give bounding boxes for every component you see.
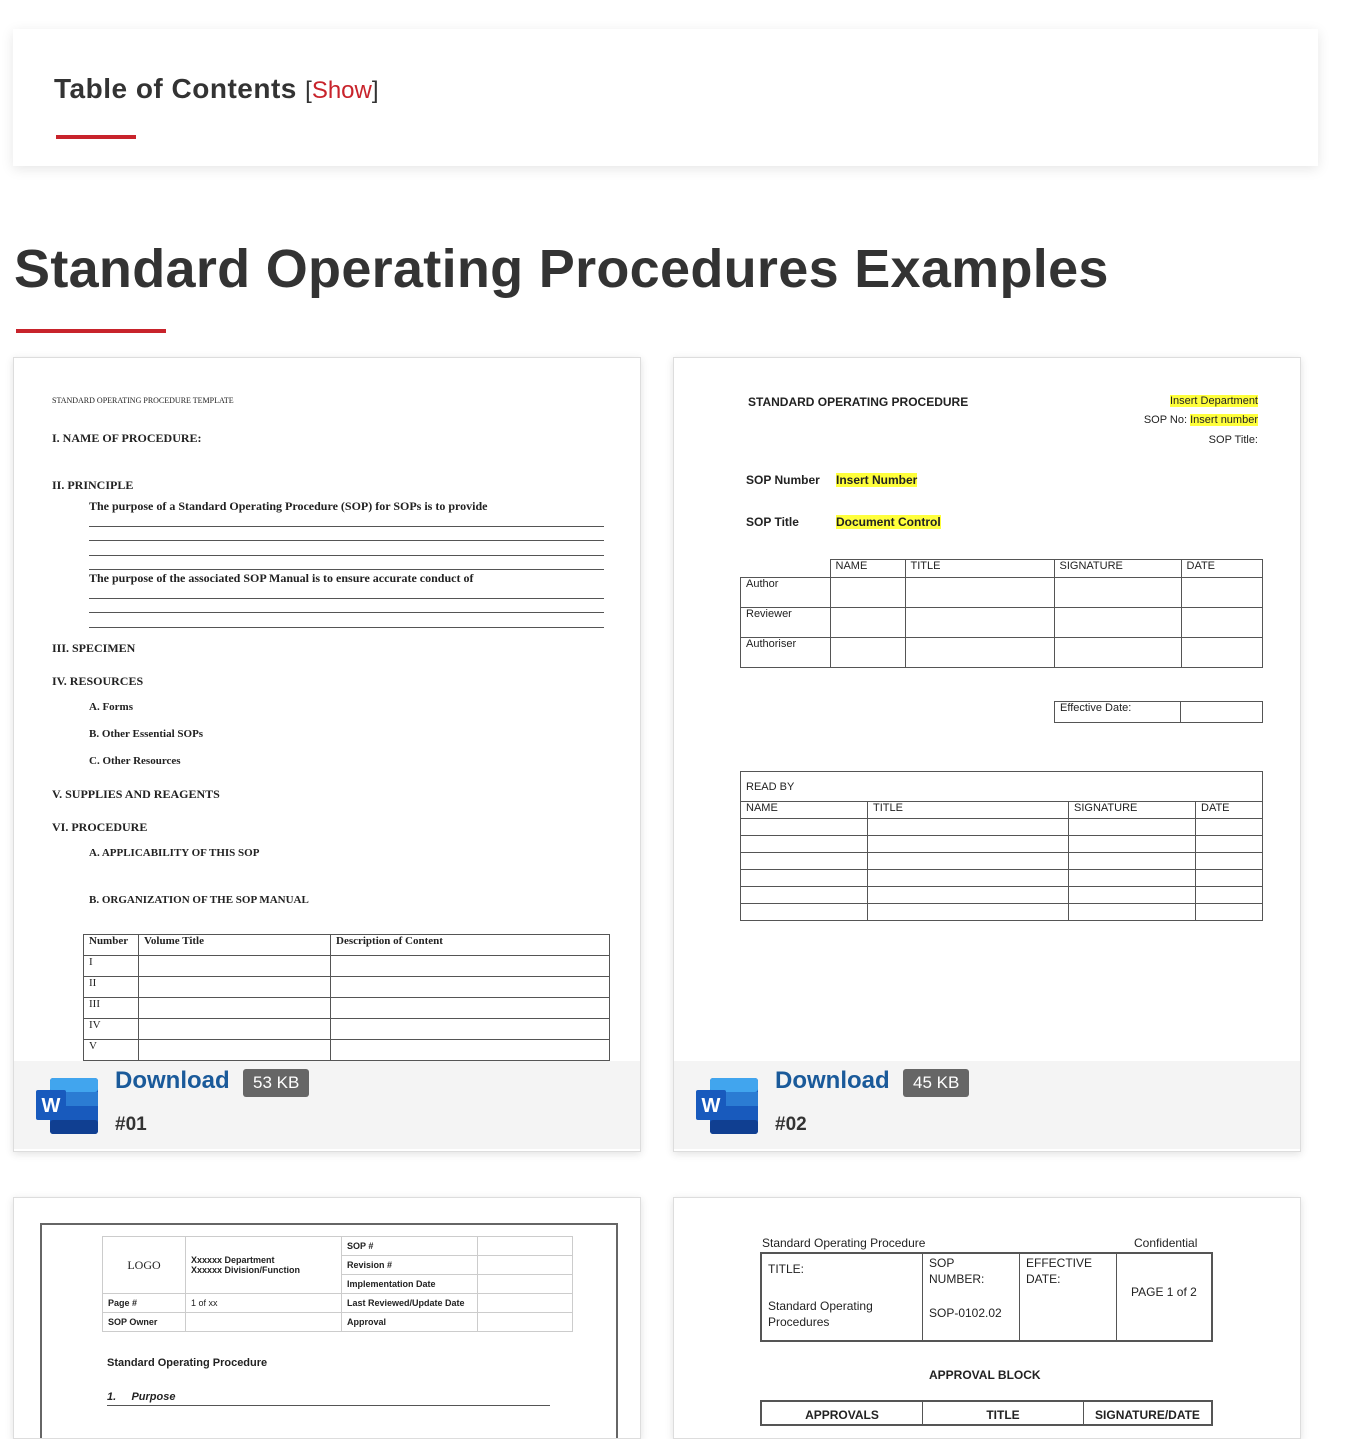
table-header-cell: Number	[84, 935, 139, 956]
sop-number-label: SOP NUMBER:	[929, 1256, 985, 1286]
table-header-cell: DATE	[1196, 802, 1263, 819]
doc-paragraph: The purpose of a Standard Operating Procedure (SOP) for SOPs is to provide	[89, 499, 488, 513]
table-cell: III	[84, 998, 139, 1019]
effective-date-table	[1054, 701, 1263, 723]
table-header-cell: APPROVALS	[761, 1401, 923, 1425]
table-cell: V	[84, 1040, 139, 1061]
doc-header: Standard Operating Procedure	[762, 1236, 926, 1250]
sop-number-value: SOP-0102.02	[929, 1306, 1002, 1320]
effective-date-label: Effective Date:	[1055, 702, 1181, 723]
doc-subitem: A. Forms	[89, 701, 133, 713]
doc-subitem: C. Other Resources	[89, 755, 181, 767]
download-bar	[14, 1061, 640, 1149]
document-preview-04[interactable]	[674, 1198, 1300, 1439]
page-title: Standard Operating Procedures Examples	[14, 239, 1109, 299]
page-value: 1 of xx	[186, 1294, 342, 1313]
toc-show-link[interactable]: Show	[311, 77, 372, 104]
document-preview-01[interactable]	[14, 358, 640, 1061]
template-card-04	[673, 1197, 1301, 1439]
file-size-badge: 53 KB	[243, 1069, 309, 1097]
title-block-table	[760, 1252, 1213, 1342]
table-row-label: Authoriser	[741, 638, 831, 668]
department-text: Xxxxxx Department	[191, 1255, 275, 1265]
signature-table	[740, 559, 1263, 668]
read-by-table	[740, 771, 1263, 921]
header-field: Approval	[342, 1313, 478, 1332]
doc-header: STANDARD OPERATING PROCEDURE TEMPLATE	[52, 396, 234, 405]
table-cell: I	[84, 956, 139, 977]
confidential-label: Confidential	[1134, 1236, 1198, 1250]
toc-title	[54, 73, 379, 105]
doc-section: IV. RESOURCES	[52, 674, 144, 688]
doc-section: I. NAME OF PROCEDURE:	[52, 431, 202, 445]
logo-placeholder: LOGO	[103, 1237, 186, 1294]
approval-block-heading: APPROVAL BLOCK	[929, 1368, 1041, 1382]
doc-subitem: A. APPLICABILITY OF THIS SOP	[89, 847, 260, 859]
template-number: #01	[115, 1114, 147, 1135]
sop-number-label: SOP Number	[746, 473, 820, 487]
table-header-cell: Description of Content	[331, 935, 610, 956]
table-header-cell: SIGNATURE	[1069, 802, 1196, 819]
sop-title-value: Document Control	[836, 515, 941, 529]
section-number: 1.	[107, 1391, 117, 1403]
word-doc-icon	[696, 1078, 758, 1134]
table-header-cell: Volume Title	[139, 935, 331, 956]
department-field: Insert Department	[1169, 395, 1258, 407]
toc-toggle	[305, 77, 378, 104]
toc-bracket-close: ]	[371, 77, 379, 104]
template-card-01	[13, 357, 641, 1152]
title-value: Standard Operating Procedures	[768, 1299, 873, 1329]
table-header-cell: DATE	[1181, 560, 1263, 578]
word-doc-icon	[36, 1078, 98, 1134]
table-row-label: Reviewer	[741, 608, 831, 638]
sop-no-label: SOP No:	[1143, 414, 1188, 426]
doc-title: Standard Operating Procedure	[107, 1357, 268, 1369]
table-header-cell: TITLE	[923, 1401, 1084, 1425]
table-cell: II	[84, 977, 139, 998]
file-size-badge: 45 KB	[903, 1069, 969, 1097]
division-text: Xxxxxx Division/Function	[191, 1265, 301, 1275]
template-card-03	[13, 1197, 641, 1439]
table-of-contents	[13, 29, 1318, 166]
approvals-table	[760, 1400, 1213, 1426]
download-link[interactable]: Download	[775, 1067, 890, 1094]
title-underline	[16, 329, 166, 333]
page-indicator: PAGE 1 of 2	[1131, 1285, 1197, 1299]
table-header-cell: SIGNATURE/DATE	[1084, 1401, 1213, 1425]
document-preview-03[interactable]	[14, 1198, 640, 1439]
download-link[interactable]: Download	[115, 1067, 230, 1094]
sop-no-value: Insert number	[1190, 414, 1258, 426]
toc-title-text: Table of Contents	[54, 73, 297, 104]
download-bar	[674, 1061, 1300, 1149]
doc-section: V. SUPPLIES AND REAGENTS	[52, 787, 220, 801]
table-header-cell: SIGNATURE	[1054, 560, 1181, 578]
table-header-cell: NAME	[830, 560, 905, 578]
table-header-cell: TITLE	[868, 802, 1069, 819]
template-card-02	[673, 357, 1301, 1152]
sop-title-field-label: SOP Title	[746, 515, 799, 529]
svg-text:W: W	[701, 1095, 721, 1117]
doc-section: III. SPECIMEN	[52, 641, 136, 655]
doc-subitem: B. ORGANIZATION OF THE SOP MANUAL	[89, 894, 309, 906]
header-field: Revision #	[342, 1256, 478, 1275]
doc-section: II. PRINCIPLE	[52, 478, 134, 492]
toc-bracket-open: [	[305, 77, 312, 104]
header-field: Implementation Date	[342, 1275, 478, 1294]
document-preview-02[interactable]	[674, 358, 1300, 1061]
template-number: #02	[775, 1114, 807, 1135]
read-by-header: READ BY	[741, 772, 1263, 802]
owner-label: SOP Owner	[103, 1313, 186, 1332]
table-header-cell: NAME	[741, 802, 868, 819]
table-row-label: Author	[741, 578, 831, 608]
toc-underline	[56, 135, 136, 139]
table-header-cell: TITLE	[905, 560, 1054, 578]
doc-section: VI. PROCEDURE	[52, 820, 148, 834]
sop-title-label: SOP Title:	[1208, 434, 1258, 446]
doc-paragraph: The purpose of the associated SOP Manual is to ensure accurate conduct of	[89, 571, 474, 585]
doc-header: STANDARD OPERATING PROCEDURE	[748, 395, 969, 409]
svg-text:W: W	[41, 1095, 61, 1117]
doc-subitem: B. Other Essential SOPs	[89, 728, 204, 740]
section-heading: Purpose	[131, 1391, 176, 1403]
header-field: SOP #	[342, 1237, 478, 1256]
header-table	[102, 1236, 573, 1332]
volume-table	[83, 934, 610, 1061]
table-cell: IV	[84, 1019, 139, 1040]
title-label: TITLE:	[768, 1262, 805, 1276]
effective-date-label: EFFECTIVE DATE:	[1026, 1256, 1093, 1286]
sop-number-value: Insert Number	[836, 473, 918, 487]
header-field: Last Reviewed/Update Date	[342, 1294, 478, 1313]
page-label: Page #	[103, 1294, 186, 1313]
